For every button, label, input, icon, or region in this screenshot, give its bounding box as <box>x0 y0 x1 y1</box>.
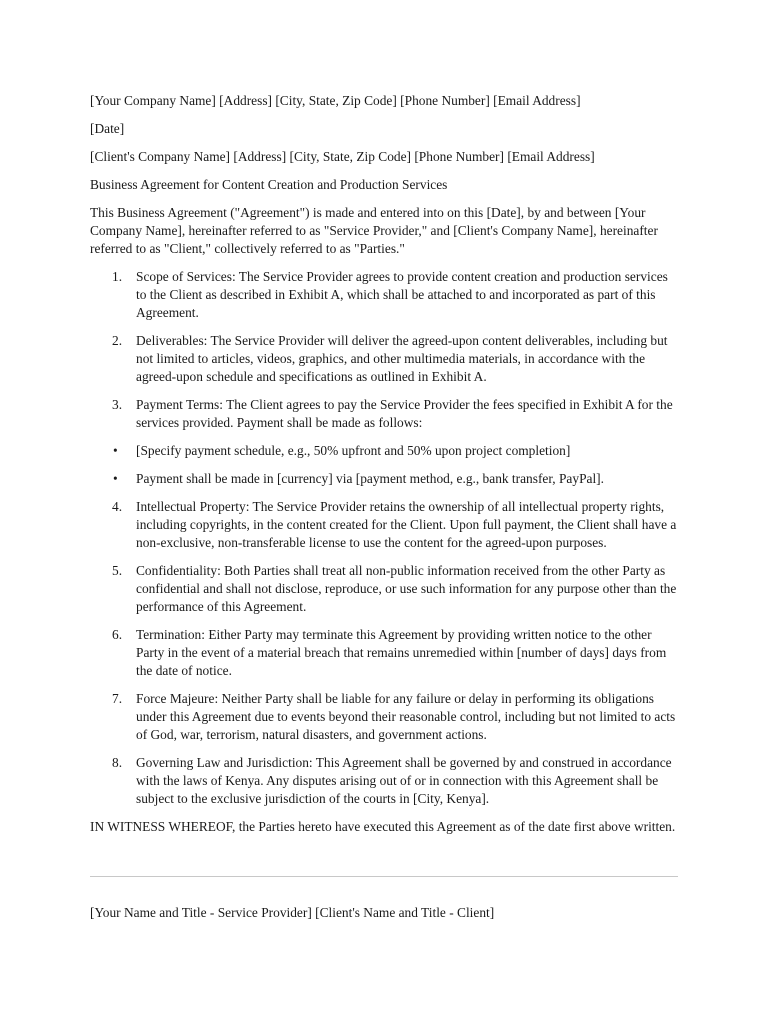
witness-paragraph: IN WITNESS WHEREOF, the Parties hereto have executed this Agreement as of the date first above written. <box>90 819 676 834</box>
payment-bullet <box>90 442 680 460</box>
clause-number: 3. <box>112 397 123 412</box>
clause-number: 2. <box>112 333 123 348</box>
clause-number: 8. <box>112 755 123 770</box>
clause-text: Confidentiality: Both Parties shall treat all non-public information received from the other Party as confidential and shall not disclose, reproduce, or use such information for any purpose other than the performance of this Agreement. <box>136 563 677 614</box>
bullet-icon: • <box>113 443 118 458</box>
clause-payment-terms <box>90 396 680 432</box>
clause-number: 5. <box>112 563 123 578</box>
clause-confidentiality <box>90 562 680 616</box>
clause-force-majeure <box>90 690 680 744</box>
clause-text: Intellectual Property: The Service Provider retains the ownership of all intellectual property rights, including copyrights, in the content created for the Client. Upon full payment, the Client shall have a non-exclusive, non-transferable license to use the content for the agreed-upon purposes. <box>136 499 677 550</box>
clause-intellectual-property <box>90 498 680 552</box>
client-address: [Client's Company Name] [Address] [City, State, Zip Code] [Phone Number] [Email Address] <box>90 149 595 164</box>
document-body <box>90 92 680 846</box>
intro-paragraph: This Business Agreement ("Agreement") is made and entered into on this [Date], by and between [Your Company Name], hereinafter referred to as "Service Provider," and [Client's Company Name], hereinafter referred to as "Client," collectively referred to as "Parties." <box>90 205 658 256</box>
clause-number: 7. <box>112 691 123 706</box>
clause-deliverables <box>90 332 680 386</box>
clause-text: Deliverables: The Service Provider will deliver the agreed-upon content deliverables, including but not limited to articles, videos, graphics, and other multimedia materials, in accordance with the agreed-upon schedule and specifications as outlined in Exhibit A. <box>136 333 668 384</box>
clause-text: Termination: Either Party may terminate this Agreement by providing written notice to the other Party in the event of a material breach that remains unremedied within [number of days] days from the date of notice. <box>136 627 667 678</box>
clause-text: Force Majeure: Neither Party shall be liable for any failure or delay in performing its obligations under this Agreement due to events beyond their reasonable control, including but not limited to acts of God, war, terrorism, natural disasters, and government actions. <box>136 691 676 742</box>
clause-number: 4. <box>112 499 123 514</box>
payment-bullet <box>90 470 680 488</box>
clause-number: 1. <box>112 269 123 284</box>
signature-divider <box>90 876 678 877</box>
clause-text: Payment Terms: The Client agrees to pay the Service Provider the fees specified in Exhibit A for the services provided. Payment shall be made as follows: <box>136 397 673 430</box>
clause-text: Governing Law and Jurisdiction: This Agreement shall be governed by and construed in accordance with the laws of Kenya. Any disputes arising out of or in connection with this Agreement shall be subject to the exclusive jurisdiction of the courts in [City, Kenya]. <box>136 755 672 806</box>
signature-line: [Your Name and Title - Service Provider] [Client's Name and Title - Client] <box>90 905 495 920</box>
date-line: [Date] <box>90 121 125 136</box>
clause-text: Scope of Services: The Service Provider agrees to provide content creation and production services to the Client as described in Exhibit A, which shall be attached to and incorporated as part of this Agreement. <box>136 269 668 320</box>
clause-scope <box>90 268 680 322</box>
sender-address: [Your Company Name] [Address] [City, State, Zip Code] [Phone Number] [Email Address] <box>90 93 581 108</box>
clause-number: 6. <box>112 627 123 642</box>
agreement-title: Business Agreement for Content Creation and Production Services <box>90 177 448 192</box>
bullet-icon: • <box>113 471 118 486</box>
clause-termination <box>90 626 680 680</box>
clause-governing-law <box>90 754 680 808</box>
bullet-text: Payment shall be made in [currency] via [payment method, e.g., bank transfer, PayPal]. <box>136 471 604 486</box>
bullet-text: [Specify payment schedule, e.g., 50% upfront and 50% upon project completion] <box>136 443 571 458</box>
